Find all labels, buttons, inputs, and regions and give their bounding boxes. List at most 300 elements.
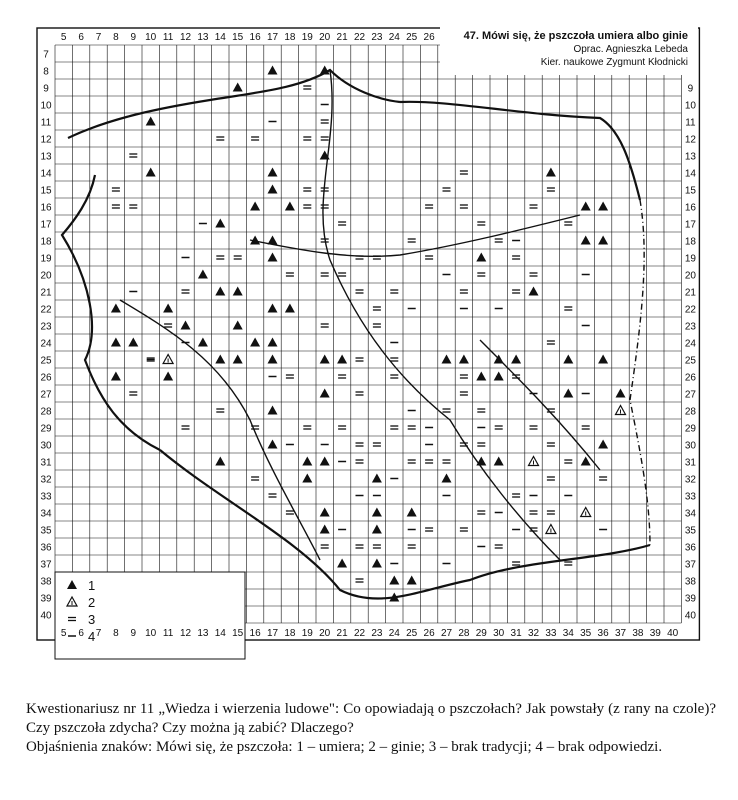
top-ruler-label: 12 — [179, 32, 192, 43]
filled-triangle-icon — [372, 508, 382, 517]
bottom-ruler-label: 9 — [130, 628, 137, 639]
filled-triangle-icon — [181, 321, 191, 330]
map-marker — [303, 137, 311, 140]
filled-triangle-icon — [268, 355, 278, 364]
map-marker — [321, 545, 329, 548]
right-ruler-label: 18 — [684, 236, 696, 248]
top-ruler-label: 8 — [113, 32, 119, 43]
map-marker — [373, 545, 381, 548]
map-marker — [112, 188, 120, 191]
right-ruler-label: 9 — [687, 83, 694, 95]
top-ruler-label: 10 — [145, 32, 157, 43]
map-marker — [564, 460, 572, 463]
map-marker — [286, 273, 294, 276]
top-ruler-label: 24 — [388, 32, 400, 43]
map-marker — [251, 137, 259, 140]
river-line — [68, 70, 400, 138]
map-marker — [443, 460, 451, 463]
map-marker — [163, 355, 173, 364]
map-marker — [302, 474, 312, 483]
bottom-ruler-label: 17 — [266, 628, 279, 639]
map-marker — [530, 511, 538, 514]
map-supervisor: Kier. naukowe Zygmunt Kłodnicki — [540, 57, 688, 68]
top-ruler-label: 19 — [301, 32, 313, 43]
right-ruler-label: 27 — [684, 389, 696, 401]
filled-triangle-icon — [268, 253, 278, 262]
map-marker — [460, 205, 468, 208]
map-marker — [460, 443, 468, 446]
map-marker — [616, 406, 626, 415]
filled-triangle-icon — [372, 525, 382, 534]
filled-triangle-icon — [128, 338, 138, 347]
map-marker — [215, 287, 225, 296]
filled-triangle-icon — [494, 372, 504, 381]
left-ruler-label: 24 — [40, 338, 52, 350]
right-ruler-label: 38 — [684, 576, 696, 588]
map-marker — [530, 426, 538, 429]
map-marker — [598, 440, 608, 449]
filled-triangle-icon — [285, 304, 295, 313]
map-marker — [389, 576, 399, 585]
bottom-ruler-label: 30 — [493, 628, 505, 639]
map-marker — [581, 202, 591, 211]
filled-triangle-icon — [146, 117, 156, 126]
filled-triangle-icon — [215, 457, 225, 466]
map-marker — [182, 290, 190, 293]
map-caption — [26, 700, 716, 757]
bottom-ruler-label: 6 — [78, 628, 84, 639]
filled-triangle-icon — [320, 389, 330, 398]
map-marker — [408, 460, 416, 463]
left-ruler-label: 29 — [40, 423, 52, 435]
left-ruler-label: 30 — [40, 440, 52, 452]
map-marker — [250, 202, 260, 211]
map-marker — [373, 307, 381, 310]
bottom-ruler-label: 8 — [113, 628, 119, 639]
map-marker — [338, 222, 346, 225]
map-marker — [303, 426, 311, 429]
left-ruler-label: 25 — [40, 355, 52, 367]
map-marker — [198, 338, 208, 347]
map-marker — [495, 545, 503, 548]
right-ruler-label: 10 — [684, 100, 696, 112]
map-marker — [268, 185, 278, 194]
right-ruler-label: 33 — [684, 491, 696, 503]
map-marker — [129, 392, 137, 395]
map-marker — [425, 528, 433, 531]
left-ruler-label: 8 — [43, 66, 49, 78]
top-ruler-label: 14 — [214, 32, 226, 43]
bottom-ruler-label: 36 — [597, 628, 609, 639]
map-marker — [146, 117, 156, 126]
right-ruler-label: 15 — [684, 185, 696, 197]
map-marker — [512, 494, 520, 497]
filled-triangle-icon — [320, 525, 330, 534]
filled-triangle-icon — [529, 287, 539, 296]
filled-triangle-icon — [581, 236, 591, 245]
map-marker — [215, 219, 225, 228]
filled-triangle-icon — [337, 559, 347, 568]
left-ruler-label: 38 — [40, 576, 52, 588]
top-ruler-label: 17 — [266, 32, 279, 43]
map-marker — [373, 256, 381, 259]
filled-triangle-icon — [320, 457, 330, 466]
map-marker — [111, 372, 121, 381]
filled-triangle-icon — [546, 168, 556, 177]
map-marker — [443, 188, 451, 191]
filled-triangle-icon — [598, 355, 608, 364]
map-marker — [582, 426, 590, 429]
map-marker — [547, 477, 555, 480]
map-marker — [163, 372, 173, 381]
map-marker — [356, 290, 364, 293]
bottom-ruler-label: 18 — [284, 628, 296, 639]
bottom-ruler-label: 7 — [95, 628, 102, 639]
legend-label: 4 — [88, 629, 96, 644]
map-marker — [302, 457, 312, 466]
map-marker — [460, 528, 468, 531]
bottom-ruler-label: 33 — [545, 628, 557, 639]
left-ruler-label: 14 — [40, 168, 52, 180]
map-marker — [338, 426, 346, 429]
bottom-ruler-label: 27 — [440, 628, 453, 639]
map-marker — [581, 508, 591, 517]
right-ruler-label: 17 — [684, 219, 696, 231]
legend-label: 3 — [88, 612, 96, 627]
river-line — [323, 70, 560, 560]
filled-triangle-icon — [285, 202, 295, 211]
map-marker — [529, 287, 539, 296]
map-marker — [321, 205, 329, 208]
map-marker — [182, 426, 190, 429]
left-ruler-label: 35 — [40, 525, 52, 537]
map-marker — [356, 579, 364, 582]
bottom-ruler-label: 39 — [649, 628, 661, 639]
map-marker — [129, 205, 137, 208]
top-ruler-label: 9 — [130, 32, 137, 43]
left-ruler-label: 27 — [40, 389, 52, 401]
left-ruler-label: 13 — [40, 151, 52, 163]
left-ruler-label: 39 — [40, 593, 52, 605]
map-marker — [321, 273, 329, 276]
bottom-ruler-label: 19 — [301, 628, 313, 639]
map-marker — [338, 273, 346, 276]
map-marker — [233, 321, 243, 330]
map-marker — [495, 426, 503, 429]
map-marker — [616, 389, 626, 398]
filled-triangle-icon — [459, 355, 469, 364]
bottom-ruler-label: 15 — [232, 628, 244, 639]
right-ruler-label: 31 — [684, 457, 696, 469]
map-marker — [425, 460, 433, 463]
filled-triangle-icon — [215, 219, 225, 228]
map-marker — [216, 256, 224, 259]
map-marker — [286, 375, 294, 378]
filled-triangle-icon — [233, 321, 243, 330]
right-ruler-label: 37 — [684, 559, 696, 571]
filled-triangle-icon — [111, 304, 121, 313]
right-ruler-label: 30 — [684, 440, 696, 452]
map-marker — [390, 375, 398, 378]
filled-triangle-icon — [215, 287, 225, 296]
map-marker — [476, 372, 486, 381]
right-ruler-label: 16 — [684, 202, 696, 214]
top-ruler-label: 22 — [353, 32, 366, 43]
bottom-ruler-label: 14 — [214, 628, 226, 639]
bottom-ruler-label: 5 — [60, 628, 67, 639]
map-marker — [215, 457, 225, 466]
river-line — [250, 215, 580, 256]
filled-triangle-icon — [163, 304, 173, 313]
filled-triangle-icon — [302, 474, 312, 483]
map-marker — [372, 474, 382, 483]
map-marker — [581, 457, 591, 466]
left-ruler-label: 40 — [40, 610, 52, 622]
map-marker — [563, 389, 573, 398]
map-marker — [164, 324, 172, 327]
map-marker — [408, 239, 416, 242]
map-marker — [372, 525, 382, 534]
bottom-ruler-label: 38 — [632, 628, 644, 639]
map-marker — [477, 409, 485, 412]
left-ruler-label: 11 — [40, 117, 52, 129]
map-marker — [129, 154, 137, 157]
filled-triangle-icon — [198, 270, 208, 279]
map-marker — [337, 559, 347, 568]
map-marker — [547, 341, 555, 344]
map-marker — [303, 86, 311, 89]
left-ruler-label: 9 — [43, 83, 49, 95]
map-marker — [477, 443, 485, 446]
map-marker — [563, 355, 573, 364]
filled-triangle-icon — [111, 372, 121, 381]
filled-triangle-icon — [476, 253, 486, 262]
map-marker — [146, 168, 156, 177]
filled-triangle-icon — [407, 508, 417, 517]
map-marker — [599, 477, 607, 480]
map-marker — [321, 137, 329, 140]
map-marker — [356, 443, 364, 446]
filled-triangle-icon — [442, 474, 452, 483]
right-ruler-label: 35 — [684, 525, 696, 537]
filled-triangle-icon — [268, 406, 278, 415]
map-marker — [477, 511, 485, 514]
bottom-ruler-label: 34 — [562, 628, 574, 639]
filled-triangle-icon — [250, 338, 260, 347]
bottom-ruler-label: 10 — [145, 628, 157, 639]
bottom-ruler-label: 23 — [371, 628, 383, 639]
filled-triangle-icon — [111, 338, 121, 347]
legend-panel — [55, 572, 245, 659]
map-marker — [234, 256, 242, 259]
right-ruler-label: 12 — [684, 134, 696, 146]
filled-triangle-icon — [268, 338, 278, 347]
map-marker — [598, 202, 608, 211]
map-marker — [321, 120, 329, 123]
filled-triangle-icon — [215, 355, 225, 364]
right-ruler-label: 28 — [684, 406, 696, 418]
map-marker — [268, 236, 278, 245]
left-ruler-label: 23 — [40, 321, 52, 333]
map-marker — [356, 545, 364, 548]
map-marker — [268, 406, 278, 415]
map-marker — [356, 358, 364, 361]
left-ruler-label: 19 — [40, 253, 52, 265]
left-ruler-label: 36 — [40, 542, 52, 554]
map-marker — [320, 508, 330, 517]
filled-triangle-icon — [268, 304, 278, 313]
filled-triangle-icon — [268, 440, 278, 449]
map-marker — [408, 545, 416, 548]
filled-triangle-icon — [337, 355, 347, 364]
map-marker — [268, 440, 278, 449]
bottom-ruler-label: 11 — [162, 628, 174, 639]
map-marker — [547, 443, 555, 446]
map-marker — [198, 270, 208, 279]
map-marker — [285, 304, 295, 313]
map-marker — [546, 525, 556, 534]
map-marker — [216, 409, 224, 412]
right-ruler-label: 19 — [684, 253, 696, 265]
filled-triangle-icon — [320, 508, 330, 517]
bottom-ruler-label: 20 — [319, 628, 331, 639]
filled-triangle-icon — [598, 236, 608, 245]
top-ruler-label: 21 — [336, 32, 348, 43]
right-ruler-label: 34 — [684, 508, 696, 520]
map-marker — [233, 355, 243, 364]
map-marker — [338, 375, 346, 378]
left-ruler-label: 33 — [40, 491, 52, 503]
map-marker — [598, 236, 608, 245]
left-ruler-label: 26 — [40, 372, 52, 384]
map-marker — [233, 287, 243, 296]
map-marker — [303, 188, 311, 191]
right-ruler-label: 36 — [684, 542, 696, 554]
map-marker — [251, 426, 259, 429]
map-marker — [442, 355, 452, 364]
right-ruler-label: 24 — [684, 338, 696, 350]
top-ruler-label: 5 — [60, 32, 67, 43]
filled-triangle-icon — [442, 355, 452, 364]
map-marker — [443, 409, 451, 412]
right-ruler-label: 25 — [684, 355, 696, 367]
top-ruler-label: 7 — [95, 32, 102, 43]
filled-triangle-icon — [581, 457, 591, 466]
filled-triangle-icon — [511, 355, 521, 364]
top-ruler-label: 25 — [406, 32, 418, 43]
map-marker — [250, 338, 260, 347]
filled-triangle-icon — [407, 576, 417, 585]
map-marker — [128, 338, 138, 347]
map-marker — [373, 443, 381, 446]
map-marker — [547, 511, 555, 514]
top-ruler-label: 11 — [162, 32, 174, 43]
map-marker — [320, 389, 330, 398]
map-marker — [111, 338, 121, 347]
map-marker — [476, 457, 486, 466]
map-marker — [459, 355, 469, 364]
map-marker — [268, 338, 278, 347]
filled-triangle-icon — [146, 168, 156, 177]
map-marker — [460, 171, 468, 174]
bottom-ruler-label: 26 — [423, 628, 435, 639]
bottom-ruler-label: 37 — [614, 628, 627, 639]
filled-triangle-icon — [494, 457, 504, 466]
bottom-ruler-label: 21 — [336, 628, 348, 639]
bottom-ruler-label: 28 — [458, 628, 470, 639]
legend-label: 1 — [88, 578, 96, 593]
map-marker — [598, 355, 608, 364]
top-ruler-label: 6 — [78, 32, 84, 43]
bottom-ruler-label: 22 — [353, 628, 366, 639]
left-ruler-label: 22 — [40, 304, 52, 316]
left-ruler-label: 18 — [40, 236, 52, 248]
map-marker — [494, 372, 504, 381]
map-marker — [460, 290, 468, 293]
map-marker — [530, 273, 538, 276]
map-marker — [320, 525, 330, 534]
map-marker — [372, 559, 382, 568]
map-marker — [356, 256, 364, 259]
map-marker — [564, 562, 572, 565]
map-marker — [390, 426, 398, 429]
right-ruler-label: 29 — [684, 423, 696, 435]
map-marker — [512, 562, 520, 565]
map-marker — [529, 457, 539, 466]
map-marker — [321, 324, 329, 327]
map-marker — [477, 273, 485, 276]
map-marker — [320, 355, 330, 364]
left-ruler-label: 16 — [40, 202, 52, 214]
map-marker — [511, 355, 521, 364]
bottom-ruler-label: 29 — [475, 628, 487, 639]
map-marker — [356, 460, 364, 463]
map-marker — [547, 188, 555, 191]
map-marker — [564, 307, 572, 310]
map-marker — [407, 508, 417, 517]
filled-triangle-icon — [389, 576, 399, 585]
map-marker — [476, 253, 486, 262]
bottom-ruler-label: 12 — [179, 628, 192, 639]
right-ruler-label: 22 — [684, 304, 696, 316]
right-ruler-label: 23 — [684, 321, 696, 333]
right-ruler-label: 11 — [685, 117, 696, 129]
map-marker — [373, 324, 381, 327]
filled-triangle-icon — [233, 287, 243, 296]
map-marker — [495, 239, 503, 242]
map-marker — [111, 304, 121, 313]
map-marker — [390, 358, 398, 361]
top-ruler-label: 20 — [319, 32, 331, 43]
map-marker — [337, 355, 347, 364]
map-marker — [442, 474, 452, 483]
right-ruler-label: 26 — [684, 372, 696, 384]
top-ruler-label: 18 — [284, 32, 296, 43]
map-grid — [37, 27, 699, 659]
map-marker — [268, 304, 278, 313]
map-marker — [112, 205, 120, 208]
filled-triangle-icon — [563, 355, 573, 364]
filled-triangle-icon — [198, 338, 208, 347]
filled-triangle-icon — [268, 66, 278, 75]
map-marker — [564, 222, 572, 225]
map-marker — [163, 304, 173, 313]
right-ruler-label: 39 — [684, 593, 696, 605]
bottom-ruler-label: 40 — [667, 628, 679, 639]
map-title: 47. Mówi się, że pszczoła umiera albo ginie — [463, 30, 688, 42]
right-ruler-label: 32 — [684, 474, 696, 486]
map-marker — [268, 66, 278, 75]
